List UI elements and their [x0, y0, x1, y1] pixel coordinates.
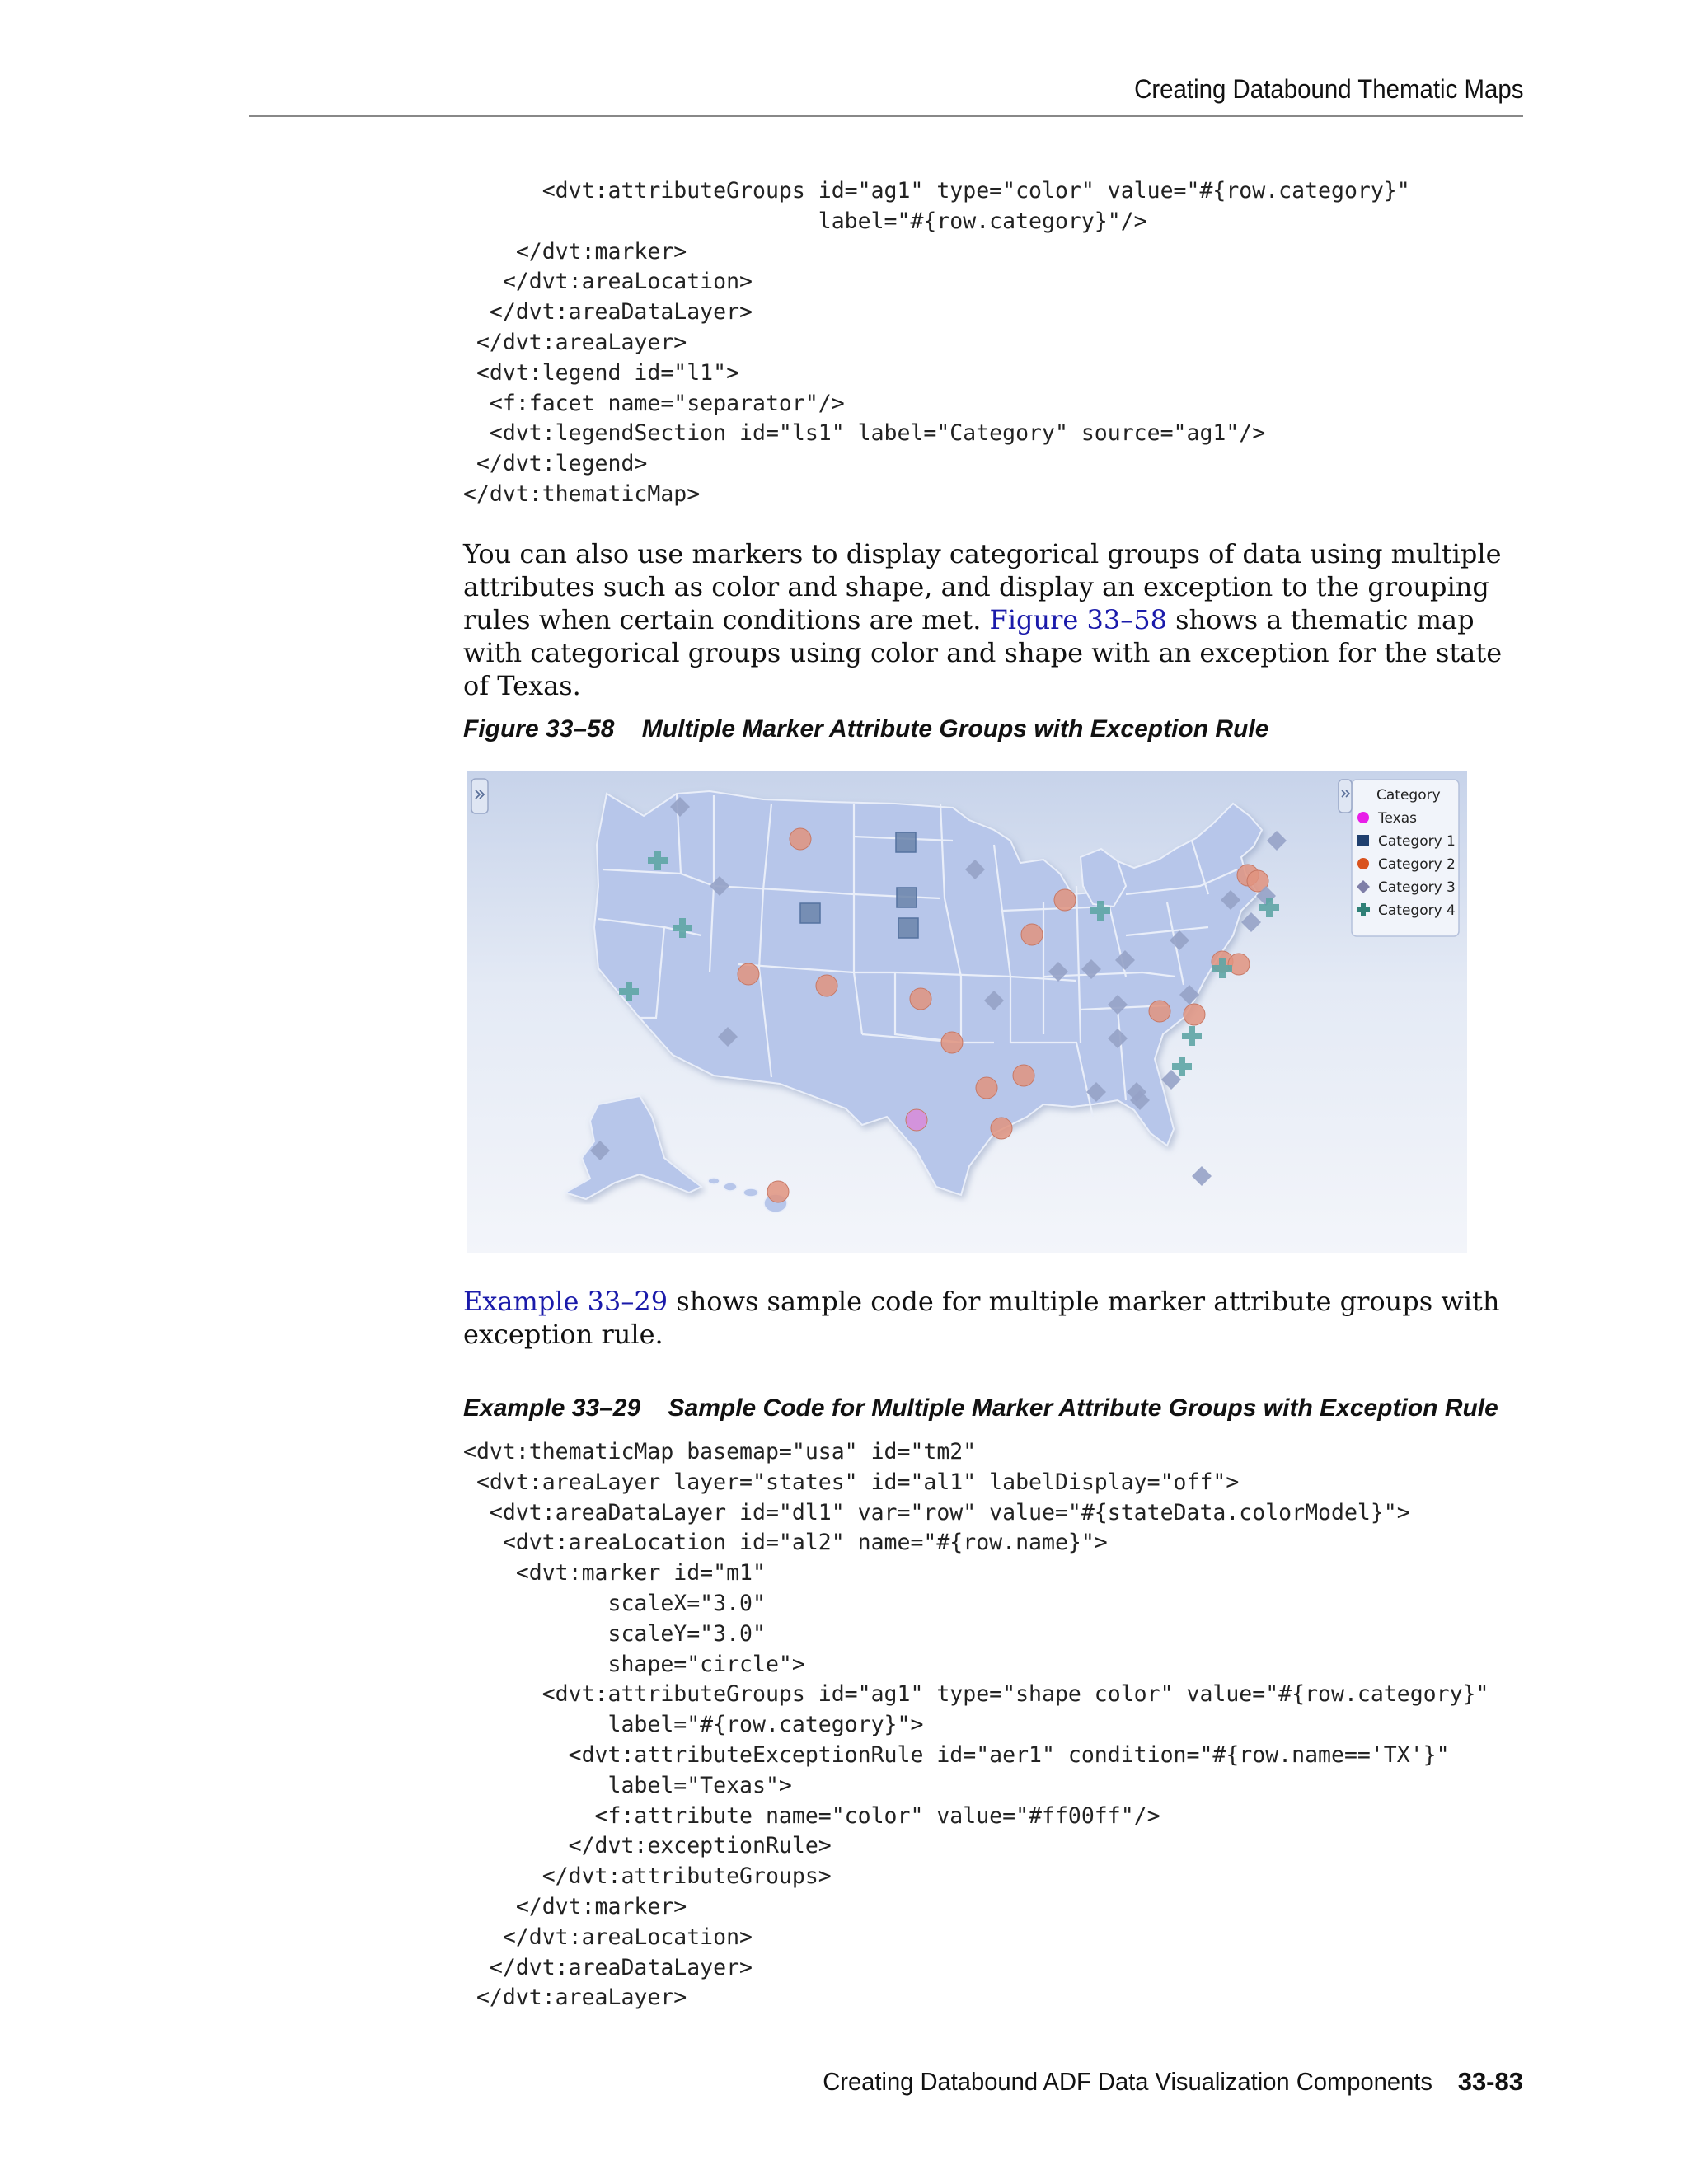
category-1-square-marker [897, 888, 917, 907]
paragraph-text-after: shows a thematic map with categorical groups using color and shape with an exception for the state of Texas. [463, 604, 1503, 701]
category-2-circle-marker [1149, 1001, 1170, 1022]
legend-item-label: Category 1 [1378, 833, 1456, 850]
example-title: Sample Code for Multiple Marker Attribute Groups with Exception Rule [668, 1394, 1498, 1422]
footer-page-number: 33-83 [1457, 2067, 1523, 2096]
code-listing-example: <dvt:thematicMap basemap="usa" id="tm2" <dvt:areaLayer layer="states" id="al1" labelDisplay="off"> <dvt:areaDataLayer id="dl1" var="row" value="#{stateData.colorModel}"> <dvt:areaLocation id="al2" name="#{row.name}"> <dvt:marker id="m1" scaleX="3.0" scaleY="3.0" shape="circle"> <dvt:attributeGroups id="ag1" type="shape color" value="#{row.category}" label="#{row.category}"> <dvt:attributeExceptionRule id="aer1" condition="#{row.name=='TX'}" label="Texas"> <f:attribute name="color" value="#ff00ff"/> </dvt:exceptionRule> </dvt:attributeGroups> </dvt:marker> </dvt:areaLocation> </dvt:areaDataLayer> </dvt:areaLayer> [463, 1439, 1489, 2011]
texas-exception-marker [906, 1109, 927, 1131]
paragraph-text-before: You can also use markers to display categorical groups of data using multiple attributes such as color and shape, and display an exception to the grouping rules when certain conditions are met. [463, 538, 1502, 635]
category-2-circle-marker [1228, 954, 1250, 975]
figure-title: Multiple Marker Attribute Groups with Exception Rule [641, 715, 1269, 743]
category-2-circle-marker [790, 828, 811, 850]
paragraph-example-intro [463, 1285, 1526, 1351]
figure-caption [463, 715, 1268, 743]
code-listing-continued: <dvt:attributeGroups id="ag1" type="color" value="#{row.category}" label="#{row.category}"/> </dvt:marker> </dvt:areaLocation> </dvt:areaDataLayer> </dvt:areaLayer> <dvt:legend id="l1"> <f:facet name="separator"/> <dvt:legendSection id="ls1" label="Category" source="ag1"/> </dvt:legend> </dvt:thematicMap> [463, 178, 1410, 507]
category-2-circle-marker [1021, 924, 1043, 945]
example-caption [463, 1394, 1498, 1422]
category-2-circle-marker [941, 1032, 963, 1053]
category-2-circle-marker [1013, 1065, 1034, 1086]
usa-thematic-map [467, 771, 1467, 1253]
example-label: Example 33–29 [463, 1394, 641, 1422]
legend-item-label: Category 3 [1378, 879, 1456, 896]
category-2-circle-marker [816, 975, 837, 996]
footer-chapter-title: Creating Databound ADF Data Visualization Components [823, 2067, 1432, 2096]
category-1-square-marker [800, 903, 820, 923]
legend-collapse-button[interactable] [1339, 780, 1352, 813]
legend-item-label: Texas [1378, 810, 1417, 827]
paragraph-markers-intro [463, 537, 1526, 702]
figure-label: Figure 33–58 [463, 715, 615, 743]
pan-control-button[interactable] [471, 779, 488, 813]
running-header-title: Creating Databound Thematic Maps [1133, 74, 1523, 104]
category-2-circle-marker [1054, 889, 1076, 911]
legend-swatch-3 [1357, 858, 1369, 869]
category-1-square-marker [896, 832, 916, 852]
category-2-circle-marker [976, 1077, 997, 1099]
paragraph-text-after: shows sample code for multiple marker attribute groups with exception rule. [463, 1286, 1500, 1350]
example-cross-reference-link[interactable]: Example 33–29 [463, 1286, 668, 1317]
legend-title: Category [1376, 787, 1441, 804]
legend-swatch-1 [1357, 812, 1369, 823]
category-2-circle-marker [1184, 1004, 1205, 1025]
figure-cross-reference-link[interactable]: Figure 33–58 [989, 604, 1167, 635]
category-2-circle-marker [991, 1118, 1012, 1139]
category-2-circle-marker [767, 1181, 789, 1202]
category-2-circle-marker [738, 963, 759, 985]
header-rule [249, 115, 1523, 117]
category-2-circle-marker [910, 988, 931, 1010]
thematic-map-figure [467, 771, 1467, 1253]
map-legend [1352, 780, 1459, 936]
legend-item-label: Category 4 [1378, 902, 1456, 919]
legend-item-label: Category 2 [1378, 856, 1456, 873]
legend-swatch-2 [1357, 835, 1369, 846]
category-1-square-marker [898, 918, 918, 938]
